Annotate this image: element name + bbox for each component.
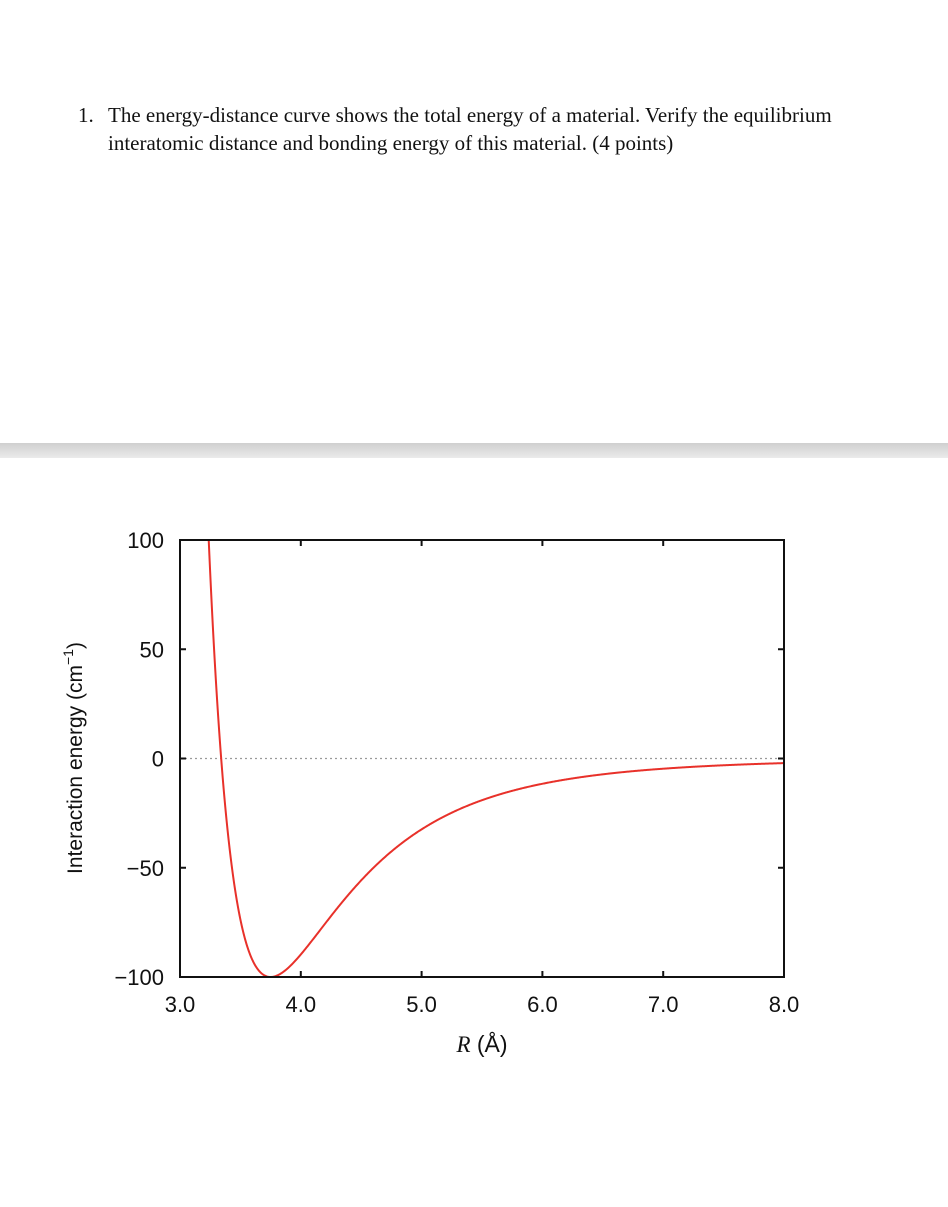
y-tick-label: 100 xyxy=(127,528,164,553)
question-number: 1. xyxy=(78,103,94,127)
x-axis-label-symbol: R xyxy=(456,1032,471,1057)
separator-bar xyxy=(0,443,948,458)
y-tick-label: 50 xyxy=(139,637,164,663)
y-axis-label xyxy=(60,642,87,874)
y-tick-label: 0 xyxy=(151,746,164,772)
y-tick-label: −50 xyxy=(126,855,164,881)
x-tick-label: 6.0 xyxy=(527,992,558,1017)
x-axis-label xyxy=(455,1030,507,1057)
y-axis-label-exponent: −1 xyxy=(60,649,76,666)
y-tick-label: −100 xyxy=(114,965,164,990)
x-tick-label: 8.0 xyxy=(768,992,800,1017)
x-tick-label: 5.0 xyxy=(406,992,437,1017)
y-axis-label-close: ) xyxy=(64,642,87,650)
energy-distance-chart xyxy=(0,458,948,1078)
y-axis-label-main: Interaction energy (cm xyxy=(64,665,87,874)
question-text: The energy-distance curve shows the total energy of a material. Verify the equilibrium interatomic distance and bonding energy of this material. (4 points) xyxy=(108,103,832,155)
energy-curve xyxy=(204,458,784,977)
x-tick-label: 4.0 xyxy=(285,992,317,1017)
x-axis-label-unit: (Å) xyxy=(470,1031,508,1057)
x-tick-label: 3.0 xyxy=(164,992,196,1017)
x-tick-label: 7.0 xyxy=(647,992,679,1017)
